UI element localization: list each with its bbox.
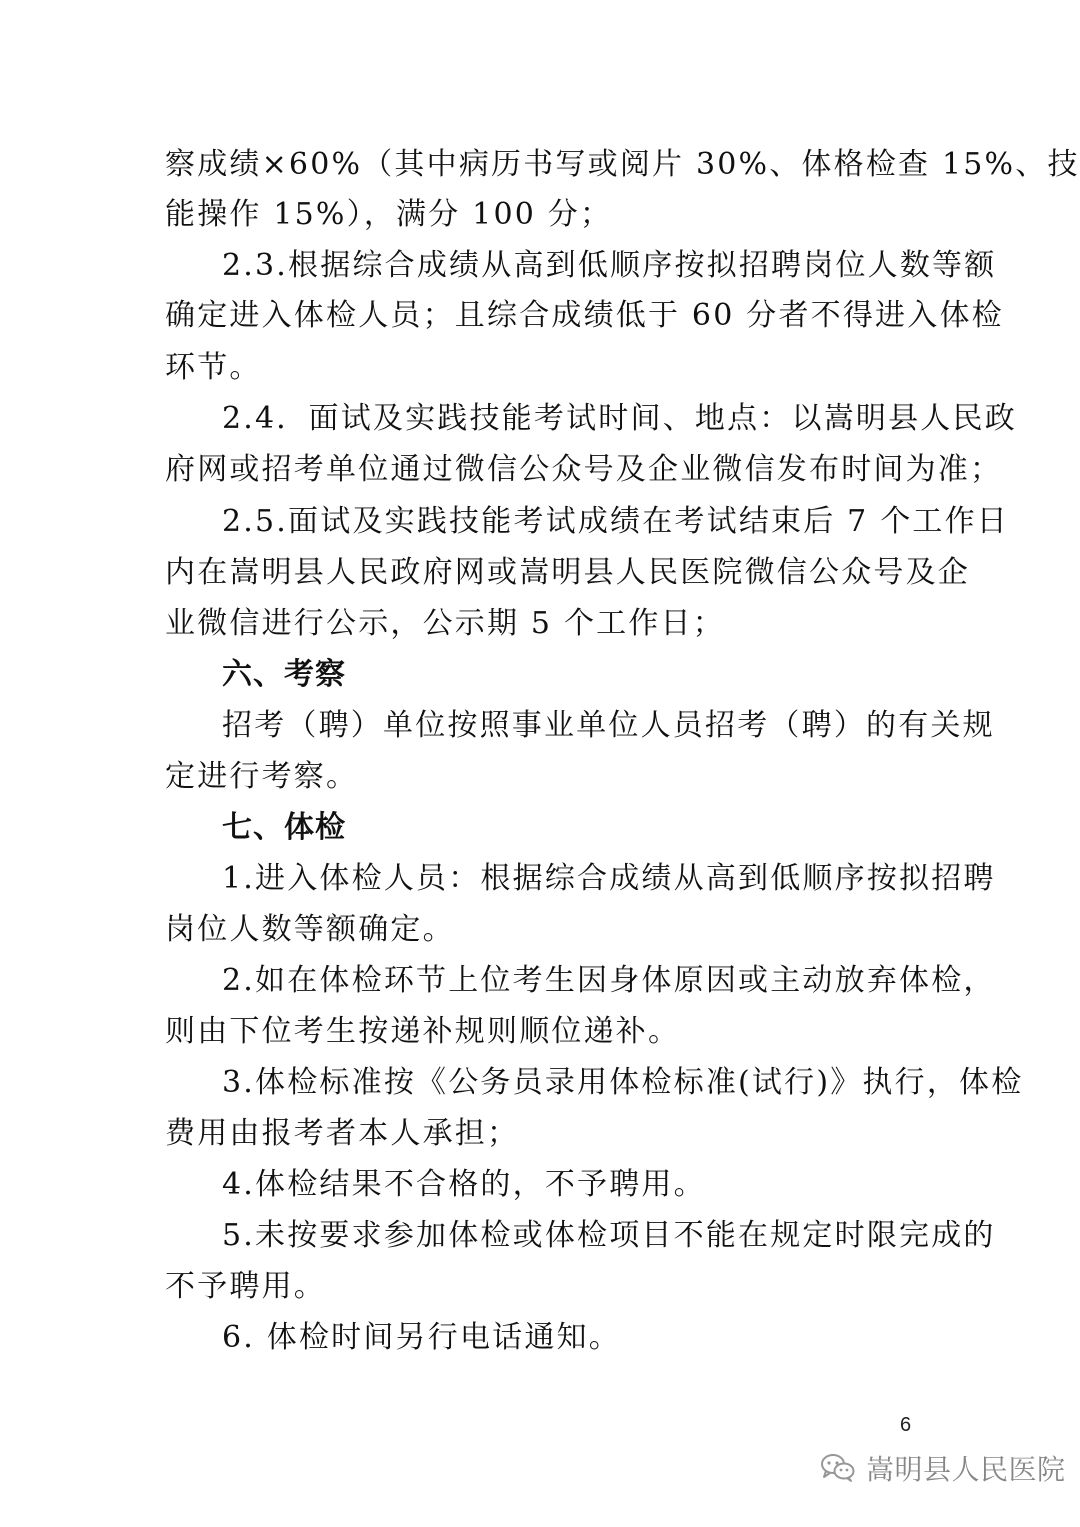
- body-line: 费用由报考者本人承担；: [165, 1116, 520, 1151]
- page-number: 6: [900, 1414, 912, 1436]
- body-line: 3.体检标准按《公务员录用体检标准(试行)》执行，体检: [222, 1065, 1024, 1100]
- body-line: 1.进入体检人员：根据综合成绩从高到低顺序按拟招聘: [222, 861, 996, 896]
- body-line: 2.3.根据综合成绩从高到低顺序按拟招聘岗位人数等额: [222, 248, 997, 283]
- body-line: 2.如在体检环节上位考生因身体原因或主动放弃体检，: [222, 963, 996, 998]
- section-heading-physical-exam: 七、体检: [222, 810, 346, 845]
- body-line: 4.体检结果不合格的，不予聘用。: [222, 1167, 706, 1202]
- watermark-text: 嵩明县人民医院: [866, 1453, 1066, 1486]
- body-line: 环节。: [165, 350, 262, 385]
- body-line: 内在嵩明县人民政府网或嵩明县人民医院微信公众号及企: [165, 555, 970, 590]
- body-line: 6. 体检时间另行电话通知。: [222, 1320, 621, 1355]
- body-line: 府网或招考单位通过微信公众号及企业微信发布时间为准；: [165, 452, 1003, 487]
- body-line: 则由下位考生按递补规则顺位递补。: [165, 1014, 681, 1049]
- body-line: 确定进入体检人员；且综合成绩低于 60 分者不得进入体检: [165, 298, 1004, 333]
- body-line: 岗位人数等额确定。: [165, 912, 455, 947]
- body-line: 招考（聘）单位按照事业单位人员招考（聘）的有关规: [222, 708, 995, 743]
- section-heading-inspection: 六、考察: [222, 657, 346, 692]
- body-line: 定进行考察。: [165, 759, 359, 794]
- watermark: [820, 1448, 1066, 1488]
- body-line: 2.4．面试及实践技能考试时间、地点：以嵩明县人民政: [222, 401, 1017, 436]
- body-line: 能操作 15%），满分 100 分；: [165, 197, 613, 232]
- body-line: 5.未按要求参加体检或体检项目不能在规定时限完成的: [222, 1218, 996, 1253]
- body-line: 察成绩×60%（其中病历书写或阅片 30%、体格检查 15%、技: [165, 147, 1080, 182]
- body-line: 业微信进行公示，公示期 5 个工作日；: [165, 606, 725, 641]
- body-line: 2.5.面试及实践技能考试成绩在考试结束后 7 个工作日: [222, 504, 1010, 539]
- body-line: 不予聘用。: [165, 1269, 326, 1304]
- wechat-icon: [820, 1453, 856, 1483]
